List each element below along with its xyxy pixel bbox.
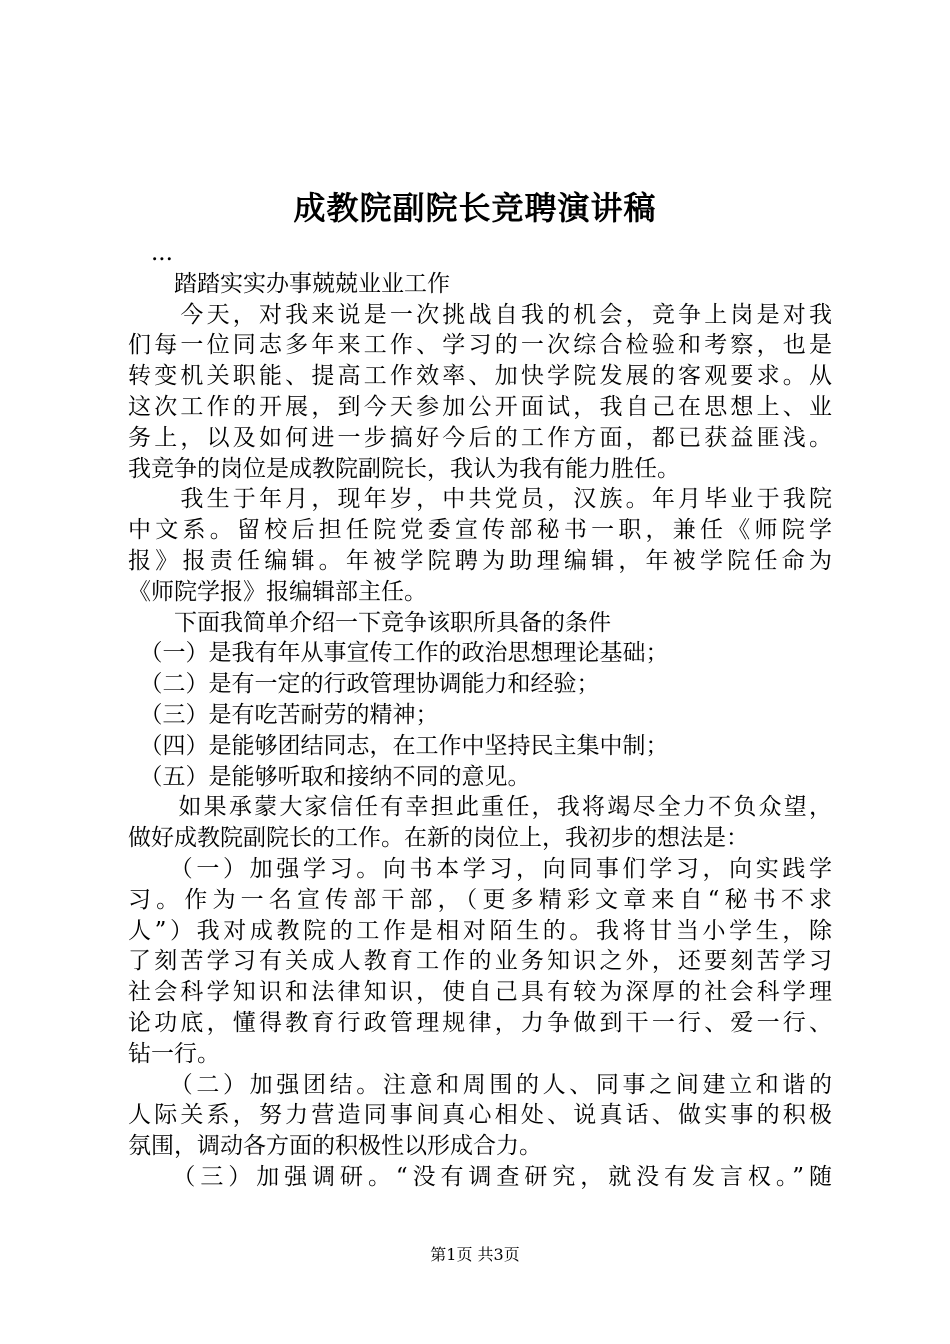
text-line: （一）是我有年从事宣传工作的政治思想理论基础； [128, 640, 669, 667]
text-line: ... [128, 240, 173, 266]
text-line: 做好成教院副院长的工作。在新的岗位上，我初步的想法是： [128, 825, 749, 852]
text-line: （三）加强调研。“没有调查研究，就没有发言权。”随 [128, 1163, 832, 1190]
text-line: （四）是能够团结同志，在工作中坚持民主集中制； [128, 732, 669, 759]
text-line: 务上，以及如何进一步搞好今后的工作方面，都已获益匪浅。 [128, 424, 832, 451]
text-line: （五）是能够听取和接纳不同的意见。 [128, 763, 531, 790]
text-line: 我竞争的岗位是成教院副院长，我认为我有能力胜任。 [128, 455, 680, 482]
text-line: 人际关系，努力营造同事间真心相处、说真话、做实事的积极 [128, 1102, 832, 1129]
text-line: 习。作为一名宣传部干部，（更多精彩文章来自“秘书不求 [128, 886, 832, 913]
page-footer: 第1页 共3页 [430, 1245, 520, 1264]
text-line: （三）是有吃苦耐劳的精神； [128, 701, 439, 728]
text-line: 如果承蒙大家信任有幸担此重任，我将竭尽全力不负众望， [128, 794, 832, 821]
text-line: （二）是有一定的行政管理协调能力和经验； [128, 671, 600, 698]
text-line: 钻一行。 [128, 1040, 220, 1067]
text-line: 《师院学报》报编辑部主任。 [128, 578, 427, 605]
text-line: 今天，对我来说是一次挑战自我的机会，竞争上岗是对我 [128, 301, 832, 328]
text-line: 们每一位同志多年来工作、学习的一次综合检验和考察，也是 [128, 332, 832, 359]
text-line: 社会科学知识和法律知识，使自己具有较为深厚的社会科学理 [128, 979, 832, 1006]
text-line: 踏踏实实办事兢兢业业工作 [128, 270, 450, 297]
text-line: 氛围，调动各方面的积极性以形成合力。 [128, 1133, 542, 1160]
text-line: （二）加强团结。注意和周围的人、同事之间建立和谐的 [128, 1071, 832, 1098]
text-line: 这次工作的开展，到今天参加公开面试，我自己在思想上、业 [128, 393, 832, 420]
text-line: 我生于年月，现年岁，中共党员，汉族。年月毕业于我院 [128, 486, 832, 513]
text-line: 转变机关职能、提高工作效率、加快学院发展的客观要求。从 [128, 363, 832, 390]
text-line: 了刻苦学习有关成人教育工作的业务知识之外，还要刻苦学习 [128, 948, 832, 975]
text-line: （一）加强学习。向书本学习，向同事们学习，向实践学 [128, 855, 832, 882]
text-line: 中文系。留校后担任院党委宣传部秘书一职，兼任《师院学 [128, 517, 832, 544]
text-line: 人”）我对成教院的工作是相对陌生的。我将甘当小学生，除 [128, 917, 832, 944]
page-title: 成教院副院长竞聘演讲稿 [293, 189, 657, 227]
text-line: 论功底，懂得教育行政管理规律，力争做到干一行、爱一行、 [128, 1009, 832, 1036]
document-body [128, 238, 832, 1193]
text-line: 报》报责任编辑。年被学院聘为助理编辑，年被学院任命为 [128, 547, 832, 574]
text-line: 下面我简单介绍一下竞争该职所具备的条件 [128, 609, 611, 636]
